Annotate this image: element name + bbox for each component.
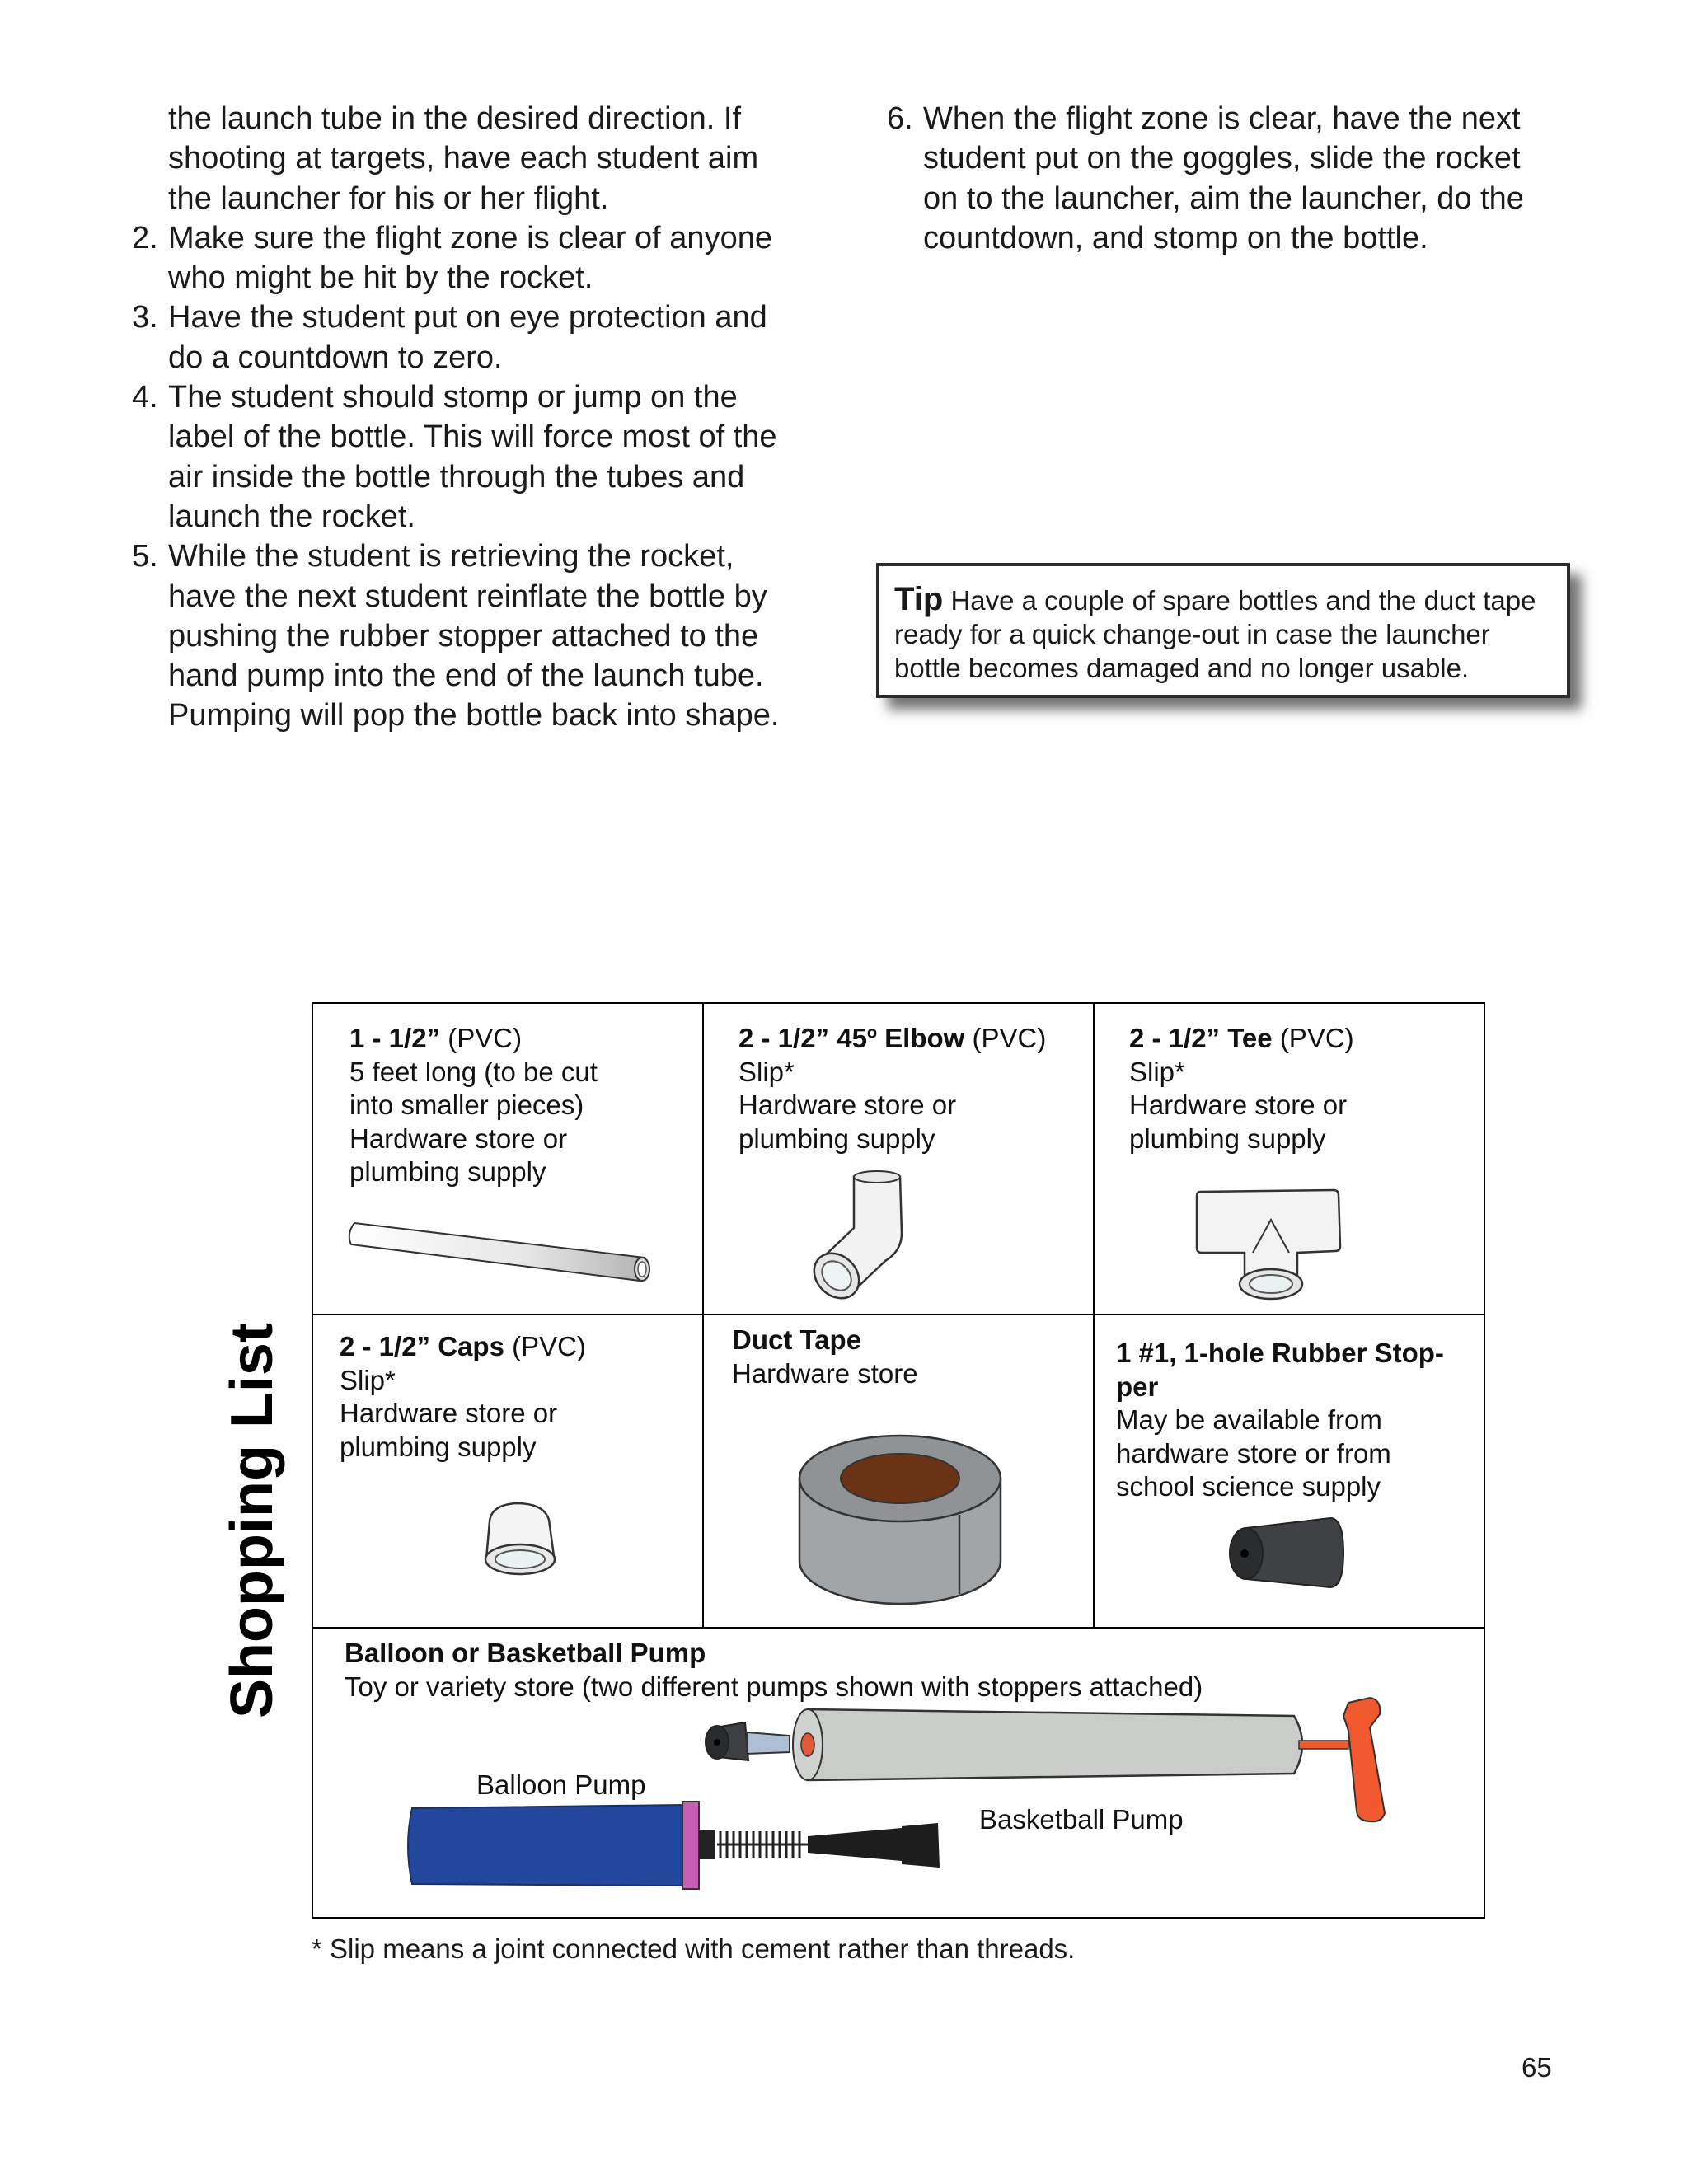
step-4: [132, 377, 857, 537]
step-line: While the student is retrieving the rocket,: [168, 539, 734, 574]
item-line: Slip*: [340, 1364, 396, 1395]
step-line: air inside the bottle through the tubes and: [168, 459, 745, 494]
item-line: plumbing supply: [349, 1156, 546, 1187]
footnote: * Slip means a joint connected with cement rather than threads.: [312, 1933, 1076, 1964]
balloon-pump-icon: [396, 1793, 973, 1909]
step-number: 4.: [132, 380, 158, 415]
step-line: Have the student put on eye protection and: [168, 300, 767, 335]
item-text: [1129, 1022, 1354, 1155]
item-line: Hardware store or: [349, 1122, 568, 1154]
item-title: Duct Tape: [732, 1324, 862, 1355]
item-line: Toy or variety store (two different pumps shown with stoppers attached): [345, 1671, 1203, 1702]
item-pvc-elbow: [702, 1002, 1095, 1315]
left-column: [132, 99, 857, 736]
item-line: plumbing supply: [1129, 1122, 1326, 1154]
shopping-list-title: Shopping List: [219, 1323, 285, 1718]
item-material: (PVC): [972, 1023, 1047, 1053]
step-line: Make sure the flight zone is clear of anyone: [168, 220, 772, 255]
item-qty: 2 - 1/2” 45º Elbow: [738, 1023, 965, 1053]
item-line: 5 feet long (to be cut: [349, 1056, 598, 1087]
item-material: (PVC): [448, 1023, 523, 1053]
item-title-line: [738, 1022, 1046, 1056]
item-text: [1116, 1337, 1444, 1504]
step-5: [132, 537, 857, 735]
rubber-stopper-icon: [1226, 1516, 1350, 1591]
step-line: do a countdown to zero.: [168, 340, 503, 375]
step-line: launch the rocket.: [168, 499, 415, 534]
item-line: Hardware store or: [738, 1090, 957, 1120]
item-qty: 2 - 1/2” Caps: [340, 1331, 504, 1361]
step-line: on to the launcher, aim the launcher, do the: [923, 180, 1524, 216]
item-line: into smaller pieces): [349, 1090, 584, 1120]
step-line: When the flight zone is clear, have the next: [923, 101, 1521, 136]
tip-box: [876, 563, 1570, 698]
item-pvc-caps: [312, 1314, 704, 1629]
item-text: [345, 1637, 1203, 1704]
pvc-pipe-icon: [346, 1198, 659, 1289]
step-line: label of the bottle. This will force most of the: [168, 419, 777, 455]
item-line: Slip*: [1129, 1056, 1185, 1087]
item-line: plumbing supply: [738, 1122, 935, 1154]
pvc-cap-icon: [483, 1498, 557, 1581]
tip-line: Have a couple of spare bottles and the duct tape: [950, 585, 1536, 616]
basketball-pump-label: Basketball Pump: [979, 1804, 1184, 1835]
item-text: [732, 1324, 918, 1390]
step-line: hand pump into the end of the launch tube.: [168, 658, 764, 694]
intro-paragraph: [132, 99, 857, 218]
item-line: school science supply: [1116, 1471, 1381, 1502]
step-number: 6.: [887, 101, 913, 136]
item-line: Slip*: [738, 1056, 795, 1087]
item-title-line: per: [1116, 1371, 1159, 1402]
step-3: [132, 298, 857, 377]
item-text: [738, 1022, 1046, 1155]
item-title-line: [340, 1330, 586, 1364]
item-text: [349, 1022, 598, 1189]
step-2: [132, 218, 857, 298]
item-line: Hardware store or: [1129, 1090, 1348, 1120]
item-duct-tape: [702, 1314, 1095, 1629]
item-title-line: 1 #1, 1-hole Rubber Stop-: [1116, 1338, 1444, 1368]
step-line: pushing the rubber stopper attached to the: [168, 618, 759, 654]
item-line: Hardware store or: [340, 1398, 558, 1428]
item-line: Hardware store: [732, 1357, 918, 1389]
balloon-pump-label: Balloon Pump: [476, 1769, 646, 1800]
intro-line: shooting at targets, have each student aim: [168, 141, 759, 176]
item-material: (PVC): [512, 1331, 586, 1361]
shopping-list-table: [312, 1002, 1485, 1919]
tip-line: ready for a quick change-out in case the launcher: [894, 619, 1490, 649]
item-line: plumbing supply: [340, 1431, 537, 1462]
item-qty: 2 - 1/2” Tee: [1129, 1023, 1273, 1053]
intro-line: the launcher for his or her flight.: [168, 180, 609, 216]
item-title-line: [1129, 1022, 1354, 1056]
pvc-tee-icon: [1193, 1187, 1358, 1302]
item-title-line: [345, 1637, 1203, 1671]
item-text: [340, 1330, 586, 1464]
step-line: student put on the goggles, slide the rocket: [923, 141, 1521, 176]
page-number: 65: [1522, 2052, 1552, 2083]
item-line: hardware store or from: [1116, 1437, 1391, 1469]
duct-tape-icon: [795, 1429, 1006, 1610]
item-title-line: [732, 1324, 918, 1357]
step-line: The student should stomp or jump on the: [168, 380, 738, 415]
item-rubber-stopper: [1093, 1314, 1485, 1629]
item-line: May be available from: [1116, 1404, 1382, 1435]
step-line: Pumping will pop the bottle back into shape.: [168, 698, 780, 733]
item-pvc-tee: [1093, 1002, 1485, 1315]
step-line: have the next student reinflate the bottle by: [168, 579, 767, 614]
step-number: 3.: [132, 300, 158, 335]
tip-label: Tip: [894, 581, 944, 617]
right-column: [887, 99, 1587, 258]
step-line: who might be hit by the rocket.: [168, 260, 593, 296]
step-number: 2.: [132, 220, 158, 255]
item-title-line: [349, 1022, 598, 1056]
spring-icon: [717, 1831, 808, 1858]
intro-line: the launch tube in the desired direction. If: [168, 101, 742, 136]
item-qty: 1 - 1/2”: [349, 1023, 441, 1053]
item-material: (PVC): [1279, 1023, 1354, 1053]
item-title: Balloon or Basketball Pump: [345, 1638, 706, 1668]
step-number: 5.: [132, 539, 158, 574]
step-line: countdown, and stomp on the bottle.: [923, 220, 1428, 255]
item-pvc-pipe: [312, 1002, 704, 1315]
pvc-elbow-icon: [811, 1169, 926, 1309]
step-6: [887, 99, 1587, 258]
item-pump: [312, 1627, 1485, 1919]
tip-first-line: [894, 583, 1552, 617]
tip-line: bottle becomes damaged and no longer usable.: [894, 653, 1470, 683]
